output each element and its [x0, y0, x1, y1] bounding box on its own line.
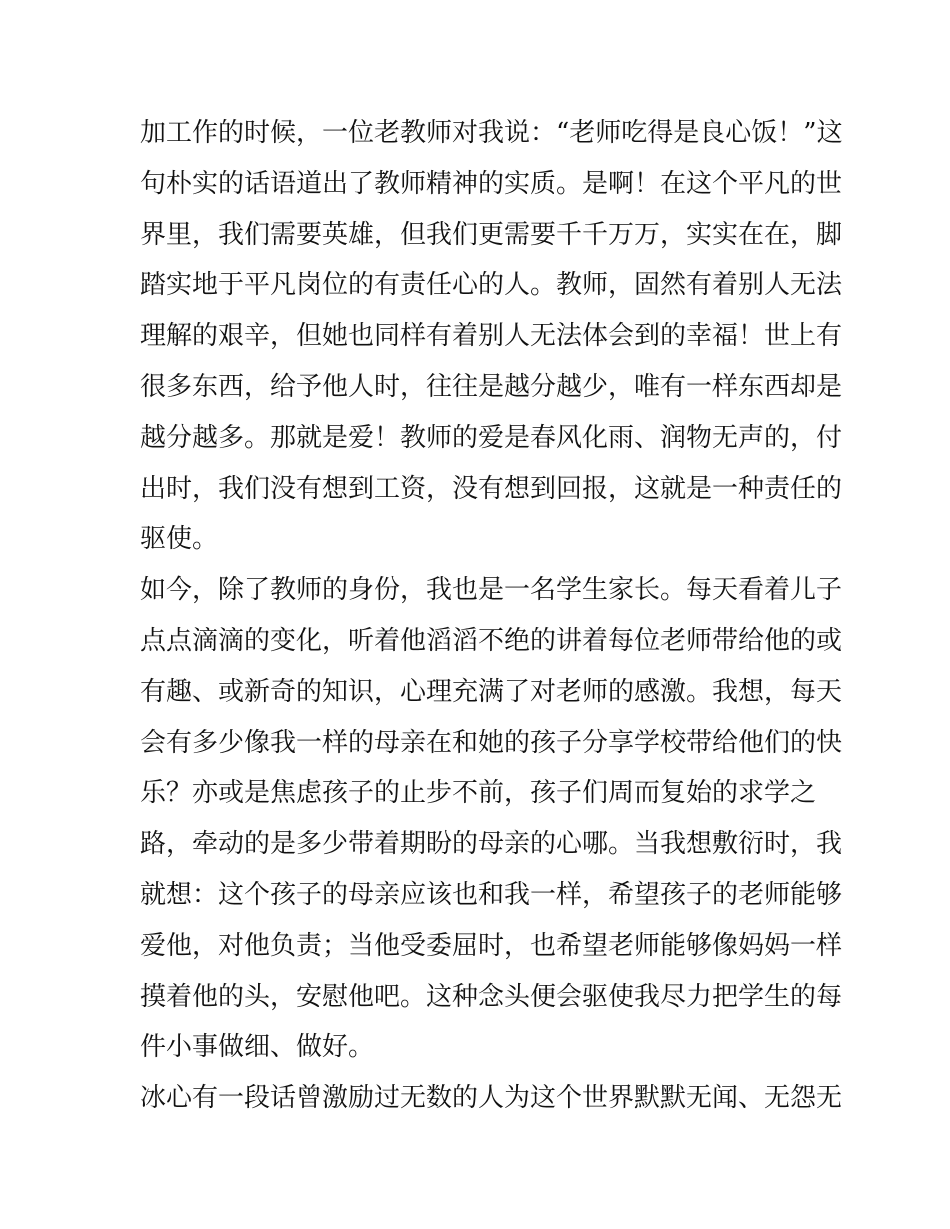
- text-line: 冰心有一段话曾激励过无数的人为这个世界默默无闻、无怨无: [140, 1083, 843, 1114]
- text-line: 很多东西，给予他人时，往往是越分越少，唯有一样东西却是: [140, 371, 843, 402]
- text-line: 界里，我们需要英雄，但我们更需要千千万万，实实在在，脚: [140, 219, 843, 250]
- text-line: 理解的艰辛，但她也同样有着别人无法体会到的幸福！世上有: [140, 321, 843, 352]
- text-line: 就想：这个孩子的母亲应该也和我一样，希望孩子的老师能够: [140, 879, 843, 910]
- text-line: 出时，我们没有想到工资，没有想到回报，这就是一种责任的: [140, 473, 843, 504]
- text-line: 加工作的时候，一位老教师对我说：“老师吃得是良心饭！”这: [140, 118, 843, 148]
- body-text: [140, 108, 843, 1124]
- text-line: 越分越多。那就是爱！教师的爱是春风化雨、润物无声的，付: [140, 422, 843, 453]
- text-line: 驱使。: [140, 524, 219, 555]
- text-line: 踏实地于平凡岗位的有责任心的人。教师，固然有着别人无法: [140, 270, 843, 301]
- text-line: 会有多少像我一样的母亲在和她的孩子分享学校带给他们的快: [140, 727, 843, 758]
- text-line: 乐？亦或是焦虑孩子的止步不前，孩子们周而复始的求学之: [140, 778, 817, 809]
- text-line: 爱他，对他负责；当他受委屈时，也希望老师能够像妈妈一样: [140, 930, 843, 961]
- text-line: 路，牵动的是多少带着期盼的母亲的心哪。当我想敷衍时，我: [140, 829, 843, 860]
- text-line: 摸着他的头，安慰他吧。这种念头便会驱使我尽力把学生的每: [140, 981, 843, 1012]
- text-line: 有趣、或新奇的知识，心理充满了对老师的感激。我想，每天: [140, 676, 843, 707]
- text-line: 点点滴滴的变化，听着他滔滔不绝的讲着每位老师带给他的或: [140, 625, 843, 656]
- text-line: 如今，除了教师的身份，我也是一名学生家长。每天看着儿子: [140, 575, 843, 606]
- text-line: 句朴实的话语道出了教师精神的实质。是啊！在这个平凡的世: [140, 168, 843, 199]
- text-line: 件小事做细、做好。: [140, 1032, 375, 1063]
